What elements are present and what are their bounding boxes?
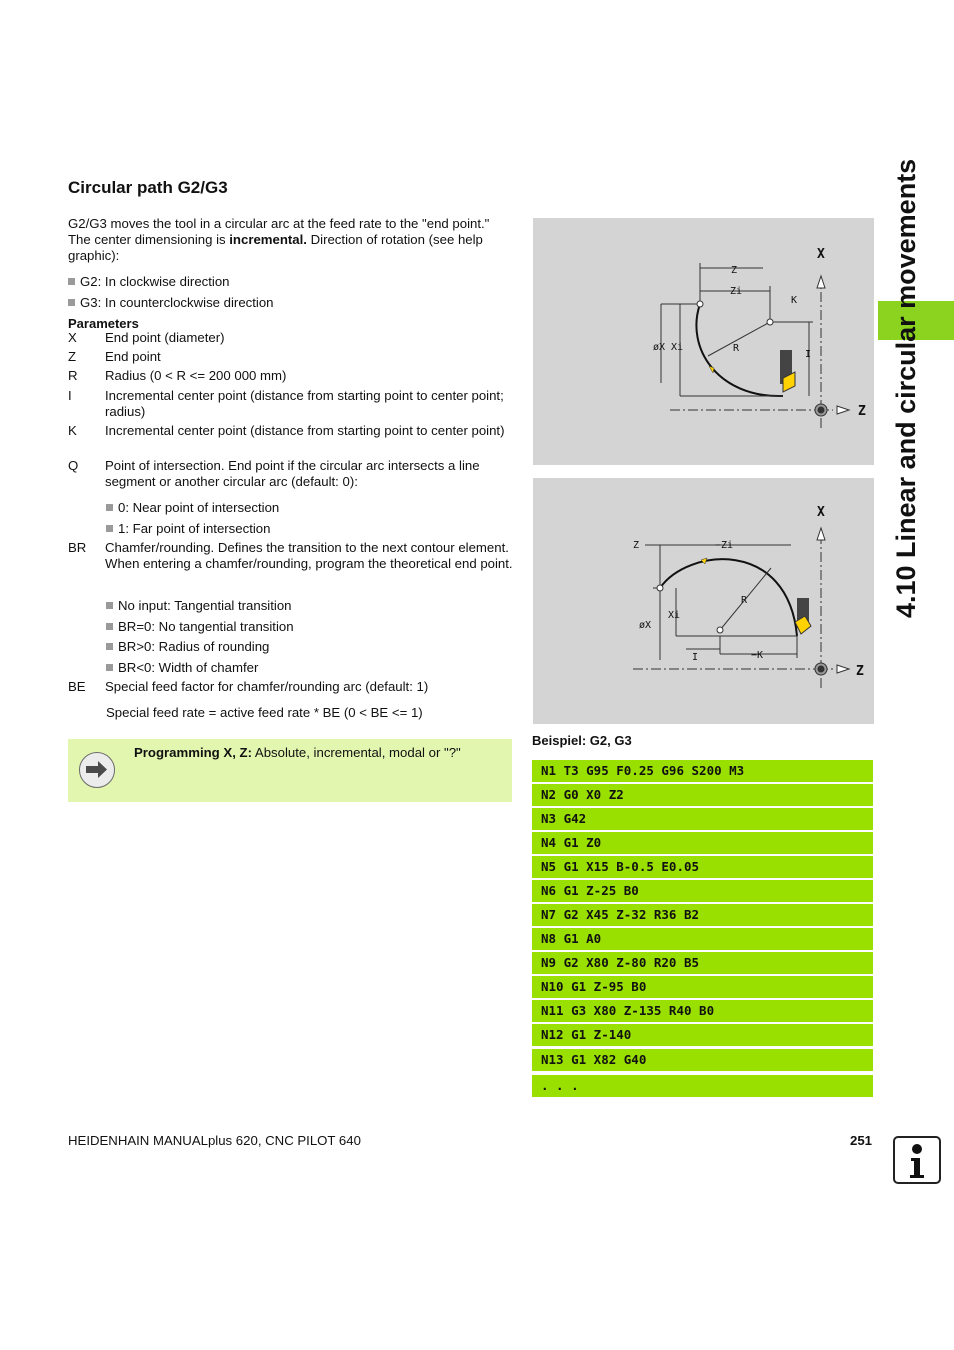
page-number: 251	[849, 1133, 872, 1148]
fig1-x-dim-label: øX Xi	[653, 342, 684, 353]
fig2-zi-label: −Zi	[715, 540, 734, 551]
arrow-right-icon	[79, 752, 115, 788]
code-line: N9 G2 X80 Z-80 R20 B5	[532, 952, 873, 974]
fig2-r-label: R	[741, 595, 748, 606]
note-text: Programming X, Z: Absolute, incremental, modal or "?"	[134, 745, 461, 760]
q-option-1: 1: Far point of intersection	[106, 521, 270, 537]
info-icon	[893, 1136, 941, 1184]
fig2-x-axis-label: X	[817, 505, 825, 520]
param-k: K Incremental center point (distance from starting point to center point)	[68, 423, 505, 438]
fig2-xi-label: Xi	[668, 610, 681, 621]
fig2-z-dim-label: Z	[633, 540, 640, 551]
fig1-z-axis-label: Z	[858, 404, 866, 419]
fig1-z-dim-label: Z	[731, 265, 738, 276]
code-line: N13 G1 X82 G40	[532, 1049, 873, 1071]
code-line: N5 G1 X15 B-0.5 E0.05	[532, 856, 873, 878]
code-line: N8 G1 A0	[532, 928, 873, 950]
code-line: N2 G0 X0 Z2	[532, 784, 873, 806]
param-i: I Incremental center point (distance from starting point to center point; radius)	[68, 388, 504, 419]
fig1-x-axis-label: X	[817, 247, 825, 262]
code-line: N11 G3 X80 Z-135 R40 B0	[532, 1000, 873, 1022]
example-label: Beispiel: G2, G3	[532, 733, 632, 748]
code-line: N12 G1 Z-140	[532, 1024, 873, 1046]
fig2-k-label: −K	[751, 650, 764, 661]
bullet-square-icon	[68, 278, 75, 285]
param-br: BR Chamfer/rounding. Defines the transition to the next contour element. When entering a chamfer/rounding, program the theoretical end point.	[68, 540, 513, 571]
intro-text-2: Direction of rotation (see help graphic):	[68, 232, 483, 263]
param-q: Q Point of intersection. End point if the circular arc intersects a line segment or another circular arc (default: 0):	[68, 458, 480, 489]
footer-manual-name: HEIDENHAIN MANUALplus 620, CNC PILOT 640	[68, 1133, 361, 1148]
chapter-title: 4.10 Linear and circular movements	[891, 158, 921, 618]
fig2-x-dim-label: øX	[639, 620, 652, 631]
direction-bullet-g3: G3: In counterclockwise direction	[68, 295, 274, 311]
fig1-k-label: K	[791, 295, 798, 306]
programming-note	[68, 739, 512, 802]
code-line: N6 G1 Z-25 B0	[532, 880, 873, 902]
g3-help-graphic	[533, 478, 874, 724]
fig2-i-label: I	[692, 652, 699, 663]
param-be: BE Special feed factor for chamfer/rounding arc (default: 1)	[68, 679, 429, 694]
fig1-r-label: R	[733, 343, 740, 354]
fig1-i-label: I	[805, 349, 812, 360]
code-line: N10 G1 Z-95 B0	[532, 976, 873, 998]
param-r: R Radius (0 < R <= 200 000 mm)	[68, 368, 287, 383]
g2-help-graphic	[533, 218, 874, 465]
intro-bold: incremental.	[229, 232, 307, 247]
parameters-heading: Parameters	[68, 316, 139, 331]
param-z: Z End point	[68, 349, 161, 364]
param-x: X End point (diameter)	[68, 330, 225, 345]
fig1-zi-label: Zi	[730, 286, 743, 297]
bullet-square-icon	[68, 299, 75, 306]
code-line: N4 G1 Z0	[532, 832, 873, 854]
fig2-z-axis-label: Z	[856, 664, 864, 679]
br-option-2: BR>0: Radius of rounding	[106, 639, 269, 655]
be-formula: Special feed rate = active feed rate * BE (0 < BE <= 1)	[106, 705, 423, 720]
br-option-3: BR<0: Width of chamfer	[106, 660, 258, 676]
intro-text-1: G2/G3 moves the tool in a circular arc at the feed rate to the "end point." The center dimensioning is	[68, 216, 490, 247]
direction-bullet-g2: G2: In clockwise direction	[68, 274, 230, 290]
code-line: . . .	[532, 1075, 873, 1097]
section-title: Circular path G2/G3	[68, 178, 228, 197]
code-line: N1 T3 G95 F0.25 G96 S200 M3	[532, 760, 873, 782]
intro-paragraph	[68, 216, 513, 264]
br-option-1: BR=0: No tangential transition	[106, 619, 294, 635]
code-line: N7 G2 X45 Z-32 R36 B2	[532, 904, 873, 926]
code-line: N3 G42	[532, 808, 873, 830]
br-option-0: No input: Tangential transition	[106, 598, 292, 614]
q-option-0: 0: Near point of intersection	[106, 500, 279, 516]
